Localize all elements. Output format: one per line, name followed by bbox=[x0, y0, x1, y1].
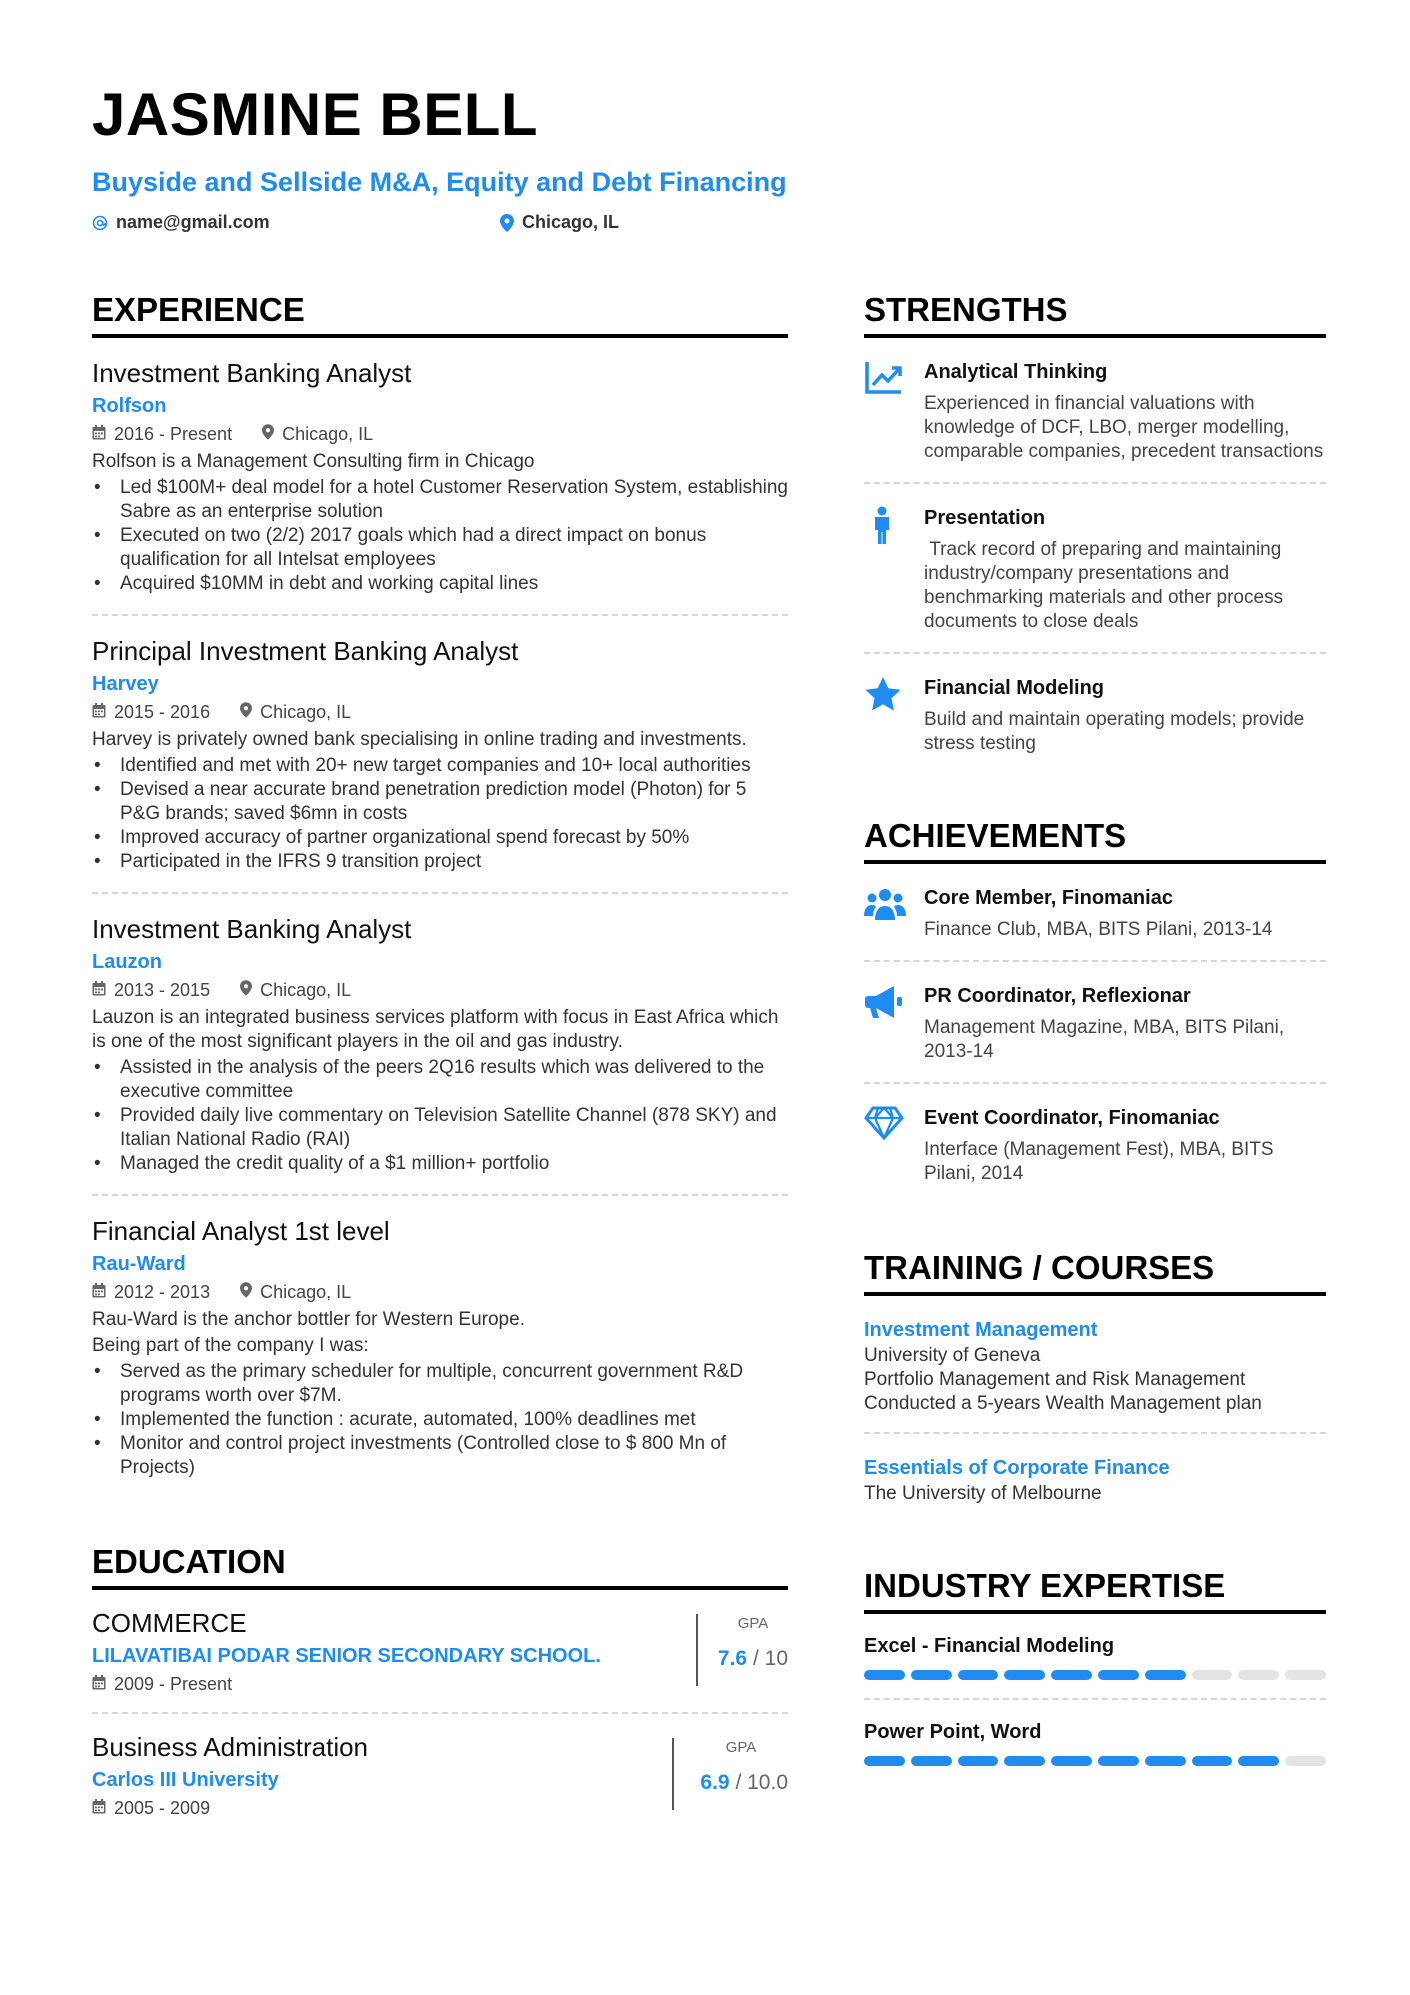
left-column bbox=[92, 290, 788, 1836]
education-item bbox=[92, 1590, 788, 1714]
job-meta bbox=[92, 420, 788, 448]
achievement-list bbox=[92, 754, 788, 874]
list-item: • Executed on two (2/2) 2017 goals which had a direct impact on bonus qualification for all Intelsat employees bbox=[92, 524, 788, 572]
skill-segment-filled bbox=[1051, 1670, 1092, 1680]
company-description: Harvey is privately owned bank specialising in online trading and investments. bbox=[92, 729, 747, 750]
list-item: • Provided daily live commentary on Television Satellite Channel (878 SKY) and Italian National Radio (RAI) bbox=[92, 1104, 788, 1152]
map-pin-icon bbox=[240, 698, 252, 726]
location-text: Chicago, IL bbox=[282, 424, 374, 444]
experience-item bbox=[92, 1196, 788, 1498]
course-line: Portfolio Management and Risk Management bbox=[864, 1369, 1246, 1390]
achievement-list bbox=[92, 476, 788, 596]
date-text: 2005 - 2009 bbox=[114, 1798, 211, 1818]
job-title: Investment Banking Analyst bbox=[92, 914, 412, 944]
education-heading: EDUCATION bbox=[92, 1542, 788, 1590]
skill-segment-filled bbox=[1098, 1756, 1139, 1766]
contact-location bbox=[500, 212, 619, 233]
gpa-value: 7.6 / 10 bbox=[717, 1647, 788, 1670]
skill-segment-filled bbox=[1238, 1756, 1279, 1766]
date-text: 2015 - 2016 bbox=[114, 702, 211, 722]
skill-name: Excel - Financial Modeling bbox=[864, 1635, 1115, 1657]
course-line: University of Geneva bbox=[864, 1345, 1041, 1366]
course-item bbox=[864, 1434, 1326, 1522]
gpa-max: 10 bbox=[764, 1647, 788, 1670]
list-item: • Monitor and control project investments (Controlled close to $ 800 Mn of Projects) bbox=[92, 1432, 788, 1480]
education-item bbox=[92, 1714, 788, 1836]
at-icon bbox=[92, 215, 108, 231]
date-text: 2016 - Present bbox=[114, 424, 233, 444]
company-description: Rolfson is a Management Consulting firm in Chicago bbox=[92, 451, 535, 472]
megaphone-icon bbox=[864, 982, 924, 1064]
gpa-label: GPA bbox=[737, 1615, 769, 1632]
map-pin-icon bbox=[500, 214, 514, 232]
skill-segment-filled bbox=[1145, 1756, 1186, 1766]
course-item bbox=[864, 1296, 1326, 1434]
skill-segment-filled bbox=[958, 1670, 999, 1680]
company-description: Lauzon is an integrated business services platform with focus in East Africa which is one of the most significant players in the oil and gas industry. bbox=[92, 1007, 779, 1052]
gpa-box bbox=[672, 1738, 788, 1810]
strength-item bbox=[864, 654, 1326, 774]
achievement-text: Interface (Management Fest), MBA, BITS Pilani, 2014 bbox=[924, 1139, 1274, 1184]
list-item: • Assisted in the analysis of the peers 2Q16 results which was delivered to the executive committee bbox=[92, 1056, 788, 1104]
list-item: • Acquired $10MM in debt and working capital lines bbox=[92, 572, 788, 596]
person-icon bbox=[864, 504, 924, 634]
date-range bbox=[92, 976, 210, 1004]
calendar-icon bbox=[92, 1794, 106, 1822]
skill-segment-empty bbox=[1285, 1756, 1326, 1766]
gpa-score: 7.6 bbox=[717, 1647, 748, 1670]
date-text: 2009 - Present bbox=[114, 1674, 233, 1694]
date-range bbox=[92, 1670, 232, 1698]
training-heading: TRAINING / COURSES bbox=[864, 1248, 1326, 1296]
skill-segment-filled bbox=[1004, 1670, 1045, 1680]
skill-item bbox=[864, 1700, 1326, 1784]
resume-header bbox=[92, 80, 1332, 238]
strength-item bbox=[864, 338, 1326, 484]
job-meta bbox=[92, 698, 788, 726]
map-pin-icon bbox=[262, 420, 274, 448]
company-name: Lauzon bbox=[92, 951, 162, 973]
skill-name: Power Point, Word bbox=[864, 1721, 1042, 1743]
strength-item bbox=[864, 484, 1326, 654]
users-icon bbox=[864, 884, 924, 942]
date-range bbox=[92, 420, 232, 448]
gpa-value: 6.9 / 10.0 bbox=[700, 1771, 788, 1794]
school: Carlos III University bbox=[92, 1769, 279, 1791]
contact-email[interactable] bbox=[92, 212, 270, 233]
email-text: name@gmail.com bbox=[116, 212, 270, 232]
date-text: 2013 - 2015 bbox=[114, 980, 211, 1000]
achievement-title: PR Coordinator, Reflexionar bbox=[924, 985, 1191, 1007]
star-icon bbox=[864, 674, 924, 756]
company-name: Rau-Ward bbox=[92, 1253, 186, 1275]
achievement-item bbox=[864, 1084, 1326, 1204]
degree: Business Administration bbox=[92, 1732, 369, 1762]
achievement-list bbox=[92, 1056, 788, 1176]
job-title: Principal Investment Banking Analyst bbox=[92, 636, 519, 666]
gpa-max: 10.0 bbox=[747, 1771, 788, 1794]
company-name: Harvey bbox=[92, 673, 159, 695]
skill-segment-filled bbox=[911, 1670, 952, 1680]
strength-title: Financial Modeling bbox=[924, 677, 1105, 699]
strengths-heading: STRENGTHS bbox=[864, 290, 1326, 338]
achievement-item bbox=[864, 962, 1326, 1084]
degree: COMMERCE bbox=[92, 1608, 247, 1638]
experience-list bbox=[92, 338, 788, 1498]
gpa-box bbox=[696, 1614, 788, 1686]
experience-item bbox=[92, 894, 788, 1196]
calendar-icon bbox=[92, 420, 106, 448]
gpa-label: GPA bbox=[725, 1739, 757, 1756]
course-line: The University of Melbourne bbox=[864, 1483, 1102, 1504]
achievement-title: Event Coordinator, Finomaniac bbox=[924, 1107, 1220, 1129]
right-column bbox=[864, 290, 1326, 1784]
map-pin-icon bbox=[240, 976, 252, 1004]
date-range bbox=[92, 1278, 210, 1306]
skill-segment-empty bbox=[1192, 1670, 1233, 1680]
gpa-score: 6.9 bbox=[700, 1771, 730, 1794]
job-title: Investment Banking Analyst bbox=[92, 358, 412, 388]
calendar-icon bbox=[92, 1670, 106, 1698]
calendar-icon bbox=[92, 976, 106, 1004]
strength-text: Experienced in financial valuations with knowledge of DCF, LBO, merger modelling, comparable companies, precedent transactions bbox=[924, 393, 1324, 462]
skill-segment-filled bbox=[864, 1670, 905, 1680]
skill-segment-filled bbox=[958, 1756, 999, 1766]
skill-segment-filled bbox=[1098, 1670, 1139, 1680]
list-item: • Identified and met with 20+ new target companies and 10+ local authorities bbox=[92, 754, 788, 778]
achievement-text: Management Magazine, MBA, BITS Pilani, 2013-14 bbox=[924, 1017, 1285, 1062]
location-text: Chicago, IL bbox=[260, 980, 352, 1000]
course-title: Investment Management bbox=[864, 1319, 1098, 1341]
achievement-title: Core Member, Finomaniac bbox=[924, 887, 1173, 909]
course-title: Essentials of Corporate Finance bbox=[864, 1457, 1170, 1479]
skill-segment-filled bbox=[1051, 1756, 1092, 1766]
location-text: Chicago, IL bbox=[260, 1282, 352, 1302]
candidate-headline: Buyside and Sellside M&A, Equity and Debt Financing bbox=[92, 167, 787, 197]
education-dates bbox=[92, 1670, 788, 1698]
list-item: • Participated in the IFRS 9 transition project bbox=[92, 850, 788, 874]
school: LILAVATIBAI PODAR SENIOR SECONDARY SCHOOL. bbox=[92, 1645, 601, 1667]
achievement-list bbox=[92, 1360, 788, 1480]
achievement-text: Finance Club, MBA, BITS Pilani, 2013-14 bbox=[924, 919, 1273, 940]
achievements-heading: ACHIEVEMENTS bbox=[864, 816, 1326, 864]
strength-title: Presentation bbox=[924, 507, 1046, 529]
experience-item bbox=[92, 338, 788, 616]
company-description: Being part of the company I was: bbox=[92, 1335, 369, 1356]
skill-segment-empty bbox=[1285, 1670, 1326, 1680]
diamond-icon bbox=[864, 1104, 924, 1186]
job-location bbox=[240, 1278, 351, 1306]
calendar-icon bbox=[92, 1278, 106, 1306]
job-location bbox=[262, 420, 373, 448]
map-pin-icon bbox=[240, 1278, 252, 1306]
skill-segment-filled bbox=[911, 1756, 952, 1766]
strength-text: Build and maintain operating models; provide stress testing bbox=[924, 709, 1305, 754]
contact-row bbox=[92, 212, 1332, 238]
company-name: Rolfson bbox=[92, 395, 167, 417]
company-description: Rau-Ward is the anchor bottler for Western Europe. bbox=[92, 1309, 525, 1330]
skill-level-bar bbox=[864, 1670, 1326, 1680]
job-meta bbox=[92, 976, 788, 1004]
skill-item bbox=[864, 1614, 1326, 1700]
job-location bbox=[240, 698, 351, 726]
skill-level-bar bbox=[864, 1756, 1326, 1766]
industry-heading: INDUSTRY EXPERTISE bbox=[864, 1566, 1326, 1614]
candidate-name: JASMINE BELL bbox=[92, 81, 539, 148]
list-item: • Served as the primary scheduler for multiple, concurrent government R&D programs worth over $7M. bbox=[92, 1360, 788, 1408]
job-title: Financial Analyst 1st level bbox=[92, 1216, 390, 1246]
strength-text: Track record of preparing and maintaining industry/company presentations and benchmarking materials and other process documents to close deals bbox=[924, 539, 1289, 632]
achievement-item bbox=[864, 864, 1326, 962]
chart-line-icon bbox=[864, 358, 924, 464]
skill-segment-filled bbox=[1192, 1756, 1233, 1766]
skill-segment-filled bbox=[1145, 1670, 1186, 1680]
date-text: 2012 - 2013 bbox=[114, 1282, 211, 1302]
experience-heading: EXPERIENCE bbox=[92, 290, 788, 338]
job-location bbox=[240, 976, 351, 1004]
calendar-icon bbox=[92, 698, 106, 726]
job-meta bbox=[92, 1278, 788, 1306]
skill-segment-filled bbox=[1004, 1756, 1045, 1766]
list-item: • Led $100M+ deal model for a hotel Customer Reservation System, establishing Sabre as an enterprise solution bbox=[92, 476, 788, 524]
location-text: Chicago, IL bbox=[522, 212, 620, 232]
date-range bbox=[92, 1794, 210, 1822]
list-item: • Devised a near accurate brand penetration prediction model (Photon) for 5 P&G brands; saved $6mn in costs bbox=[92, 778, 788, 826]
list-item: • Implemented the function : acurate, automated, 100% deadlines met bbox=[92, 1408, 788, 1432]
list-item: • Managed the credit quality of a $1 million+ portfolio bbox=[92, 1152, 788, 1176]
location-text: Chicago, IL bbox=[260, 702, 352, 722]
date-range bbox=[92, 698, 210, 726]
course-line: Conducted a 5-years Wealth Management plan bbox=[864, 1393, 1262, 1414]
strength-title: Analytical Thinking bbox=[924, 361, 1108, 383]
experience-item bbox=[92, 616, 788, 894]
list-item: • Improved accuracy of partner organizational spend forecast by 50% bbox=[92, 826, 788, 850]
skill-segment-empty bbox=[1238, 1670, 1279, 1680]
skill-segment-filled bbox=[864, 1756, 905, 1766]
